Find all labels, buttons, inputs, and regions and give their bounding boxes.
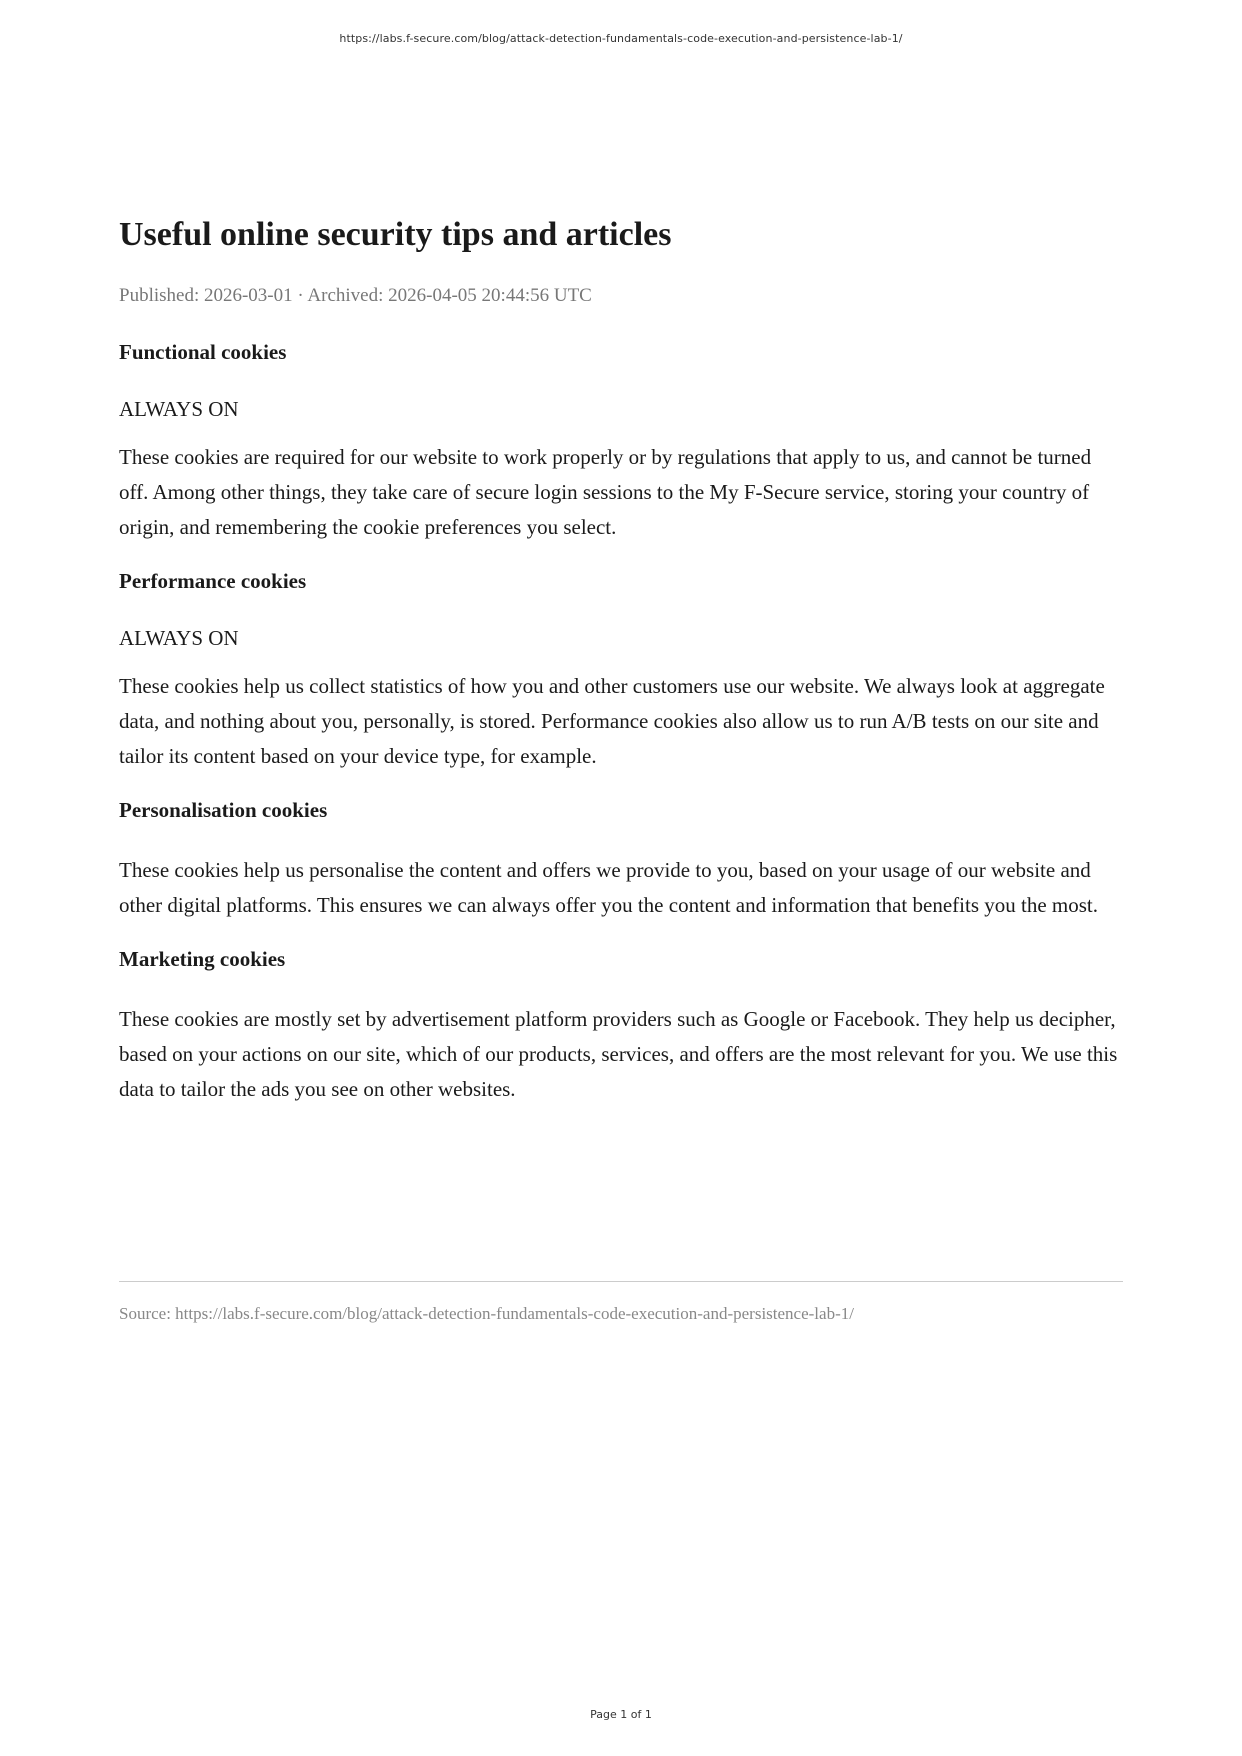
status-functional: ALWAYS ON xyxy=(119,397,239,421)
paragraph-functional: These cookies are required for our website to work properly or by regulations that apply to us, and cannot be turned off. Among other things, they take care of secure login sessions to the My F-Secure service, storing your country of origin, and remembering the cookie preferences you select. xyxy=(119,445,1092,539)
footer-divider xyxy=(119,1281,1123,1282)
publish-meta: Published: 2026-03-01 · Archived: 2026-04-05 20:44:56 UTC xyxy=(119,285,592,306)
paragraph-marketing: These cookies are mostly set by advertisement platform providers such as Google or Facebook. They help us decipher, based on your actions on our site, which of our products, services, and offers are the most relevant for you. We use this data to tailor the ads you see on other websites. xyxy=(119,1007,1118,1101)
status-performance: ALWAYS ON xyxy=(119,626,239,650)
paragraph-performance: These cookies help us collect statistics of how you and other customers use our website. We always look at aggregate data, and nothing about you, personally, is stored. Performance cookies also allow us to run A/B tests on our site and tailor its content based on your device type, for example. xyxy=(119,674,1105,768)
page-number: Page 1 of 1 xyxy=(590,1708,652,1721)
paragraph-personalisation: These cookies help us personalise the content and offers we provide to you, based on your usage of our website and other digital platforms. This ensures we can always offer you the content and information that benefits you the most. xyxy=(119,858,1098,917)
section-heading-personalisation: Personalisation cookies xyxy=(119,798,328,822)
section-heading-performance: Performance cookies xyxy=(119,569,307,593)
page-title: Useful online security tips and articles xyxy=(119,216,672,253)
section-heading-marketing: Marketing cookies xyxy=(119,947,286,971)
section-heading-functional: Functional cookies xyxy=(119,340,287,364)
article-content xyxy=(119,212,1123,1107)
source-link[interactable]: Source: https://labs.f-secure.com/blog/attack-detection-fundamentals-code-execution-and-persistence-lab-1/ xyxy=(119,1304,854,1323)
header-url: https://labs.f-secure.com/blog/attack-detection-fundamentals-code-execution-and-persistence-lab-1/ xyxy=(339,32,903,45)
